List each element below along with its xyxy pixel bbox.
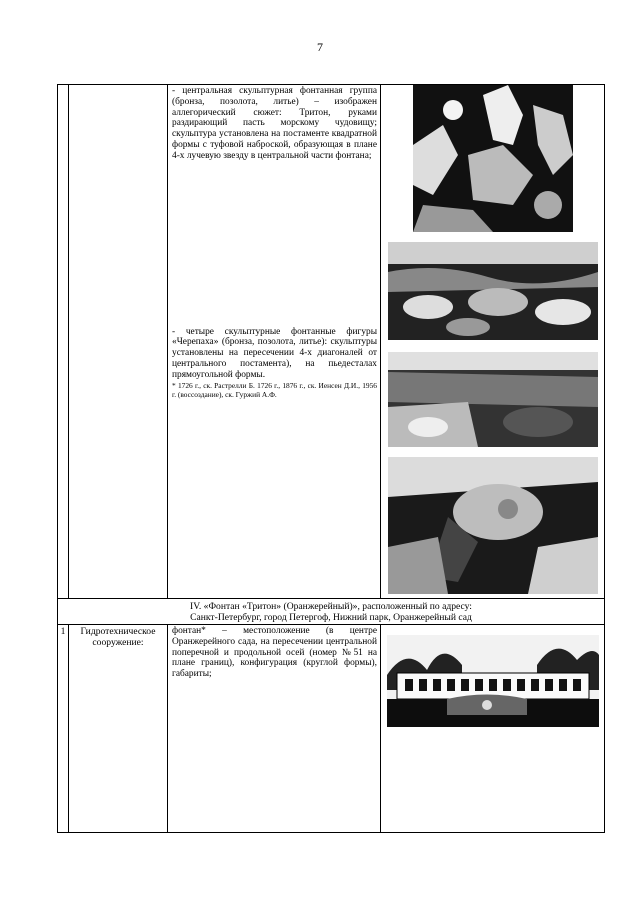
section-title [58, 599, 604, 624]
fountain-basin-photo [388, 242, 598, 340]
photo-cell [381, 85, 605, 599]
table-row [58, 625, 605, 833]
photo-cell [381, 625, 605, 833]
orangery-photo [387, 635, 599, 727]
table-row [58, 85, 605, 599]
sculpture-group-text: - центральная скульптурная фонтанная группа (бронза, позолота, литье) – изображен аллегорический сюжет: Тритон, руками раздирающий пасть морскому чудовищу; скульптура установлена на постаменте квадратной формы с туфовой наброской, образующая в плане 4-х лучевую звезду в центральной части фонтана; [172, 86, 377, 161]
monument-table [57, 84, 605, 833]
turtle-figures-text: - четыре скульптурные фонтанные фигуры «Черепаха» (бронза, позолота, литье): скульптуры установлены на пересечении 4-х диагоналей от центрального постамента), на пьедесталах прямоугольной формы. [172, 326, 377, 380]
turtle-water-photo [388, 352, 598, 447]
description-cell [168, 85, 381, 599]
section-title-line-1: IV. «Фонтан «Тритон» (Оранжерейный)», расположенный по адресу: [190, 601, 472, 612]
section-heading-cell [58, 599, 605, 625]
footnote-text: * 1726 г., ск. Растрелли Б. 1726 г., 1876 г., ск. Иенсен Д.И., 1956 г. (воссоздание), ск. Гуржий А.Ф. [172, 380, 377, 399]
section-title-line-2: Санкт-Петербург, город Петергоф, Нижний парк, Оранжерейный сад [190, 612, 472, 623]
number-cell [58, 625, 69, 833]
section-heading-row [58, 599, 605, 625]
description-cell [168, 625, 381, 833]
number-cell [58, 85, 69, 599]
type-cell [69, 85, 168, 599]
description-block [168, 85, 380, 399]
turtle-sculpture-photo [388, 457, 598, 594]
type-cell [69, 625, 168, 833]
object-type: Гидротехническое сооружение: [80, 626, 156, 648]
fountain-description: фонтан* – местоположение (в центре Оранжерейного сада, на пересечении центральной поперечной и продольной осей (номер №51 на плане границ), конфигурация (круглой формы), габариты; [172, 626, 377, 680]
triton-sculpture-photo [413, 85, 573, 232]
row-number: 1 [60, 626, 66, 637]
page-number: 7 [317, 40, 323, 54]
